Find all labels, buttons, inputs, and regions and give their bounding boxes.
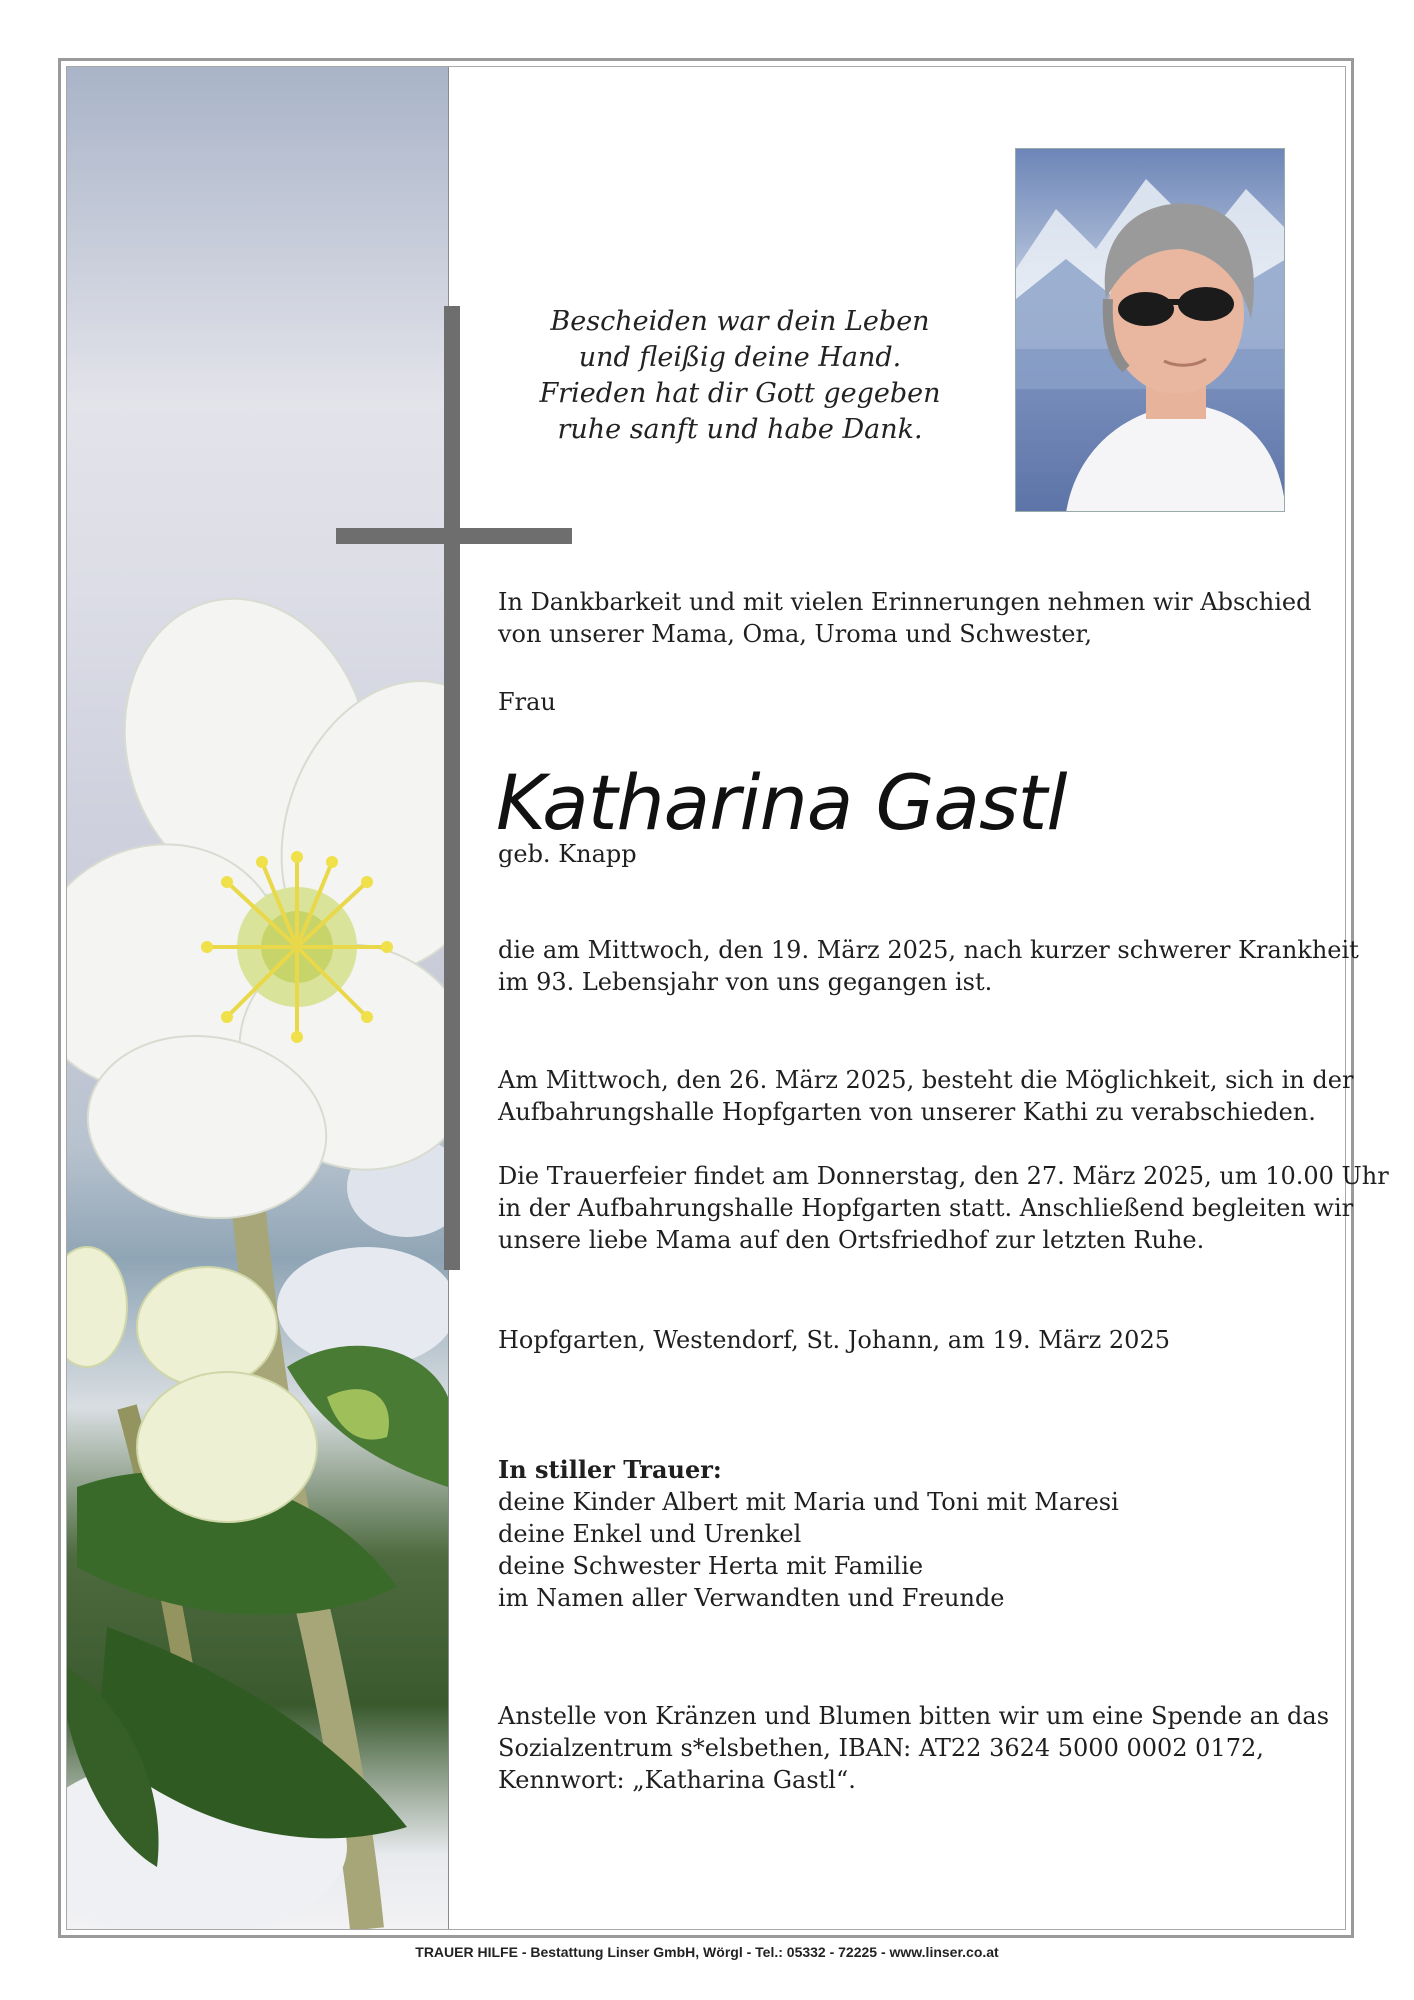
poem xyxy=(500,304,980,448)
poem-line: Frieden hat dir Gott gegeben xyxy=(539,378,941,409)
mourners-line: im Namen aller Verwandten und Freunde xyxy=(498,1584,1005,1612)
donation-line: Sozialzentrum s*elsbethen, IBAN: AT22 3624 5000 0002 0172, xyxy=(498,1734,1264,1762)
christmas-rose-image xyxy=(67,67,448,1929)
poem-line: Bescheiden war dein Leben xyxy=(550,306,930,337)
mourners-line: deine Enkel und Urenkel xyxy=(498,1520,802,1548)
funeral-line: unsere liebe Mama auf den Ortsfriedhof zur letzten Ruhe. xyxy=(498,1226,1205,1254)
footer: TRAUER HILFE - Bestattung Linser GmbH, Wörgl - Tel.: 05332 - 72225 - www.linser.co.at xyxy=(415,1944,999,1960)
intro-line: In Dankbarkeit und mit vielen Erinnerungen nehmen wir Abschied xyxy=(498,588,1312,616)
flower-illustration xyxy=(67,67,448,1929)
mourners-line: deine Kinder Albert mit Maria und Toni mit Maresi xyxy=(498,1488,1119,1516)
cross-bar xyxy=(336,528,572,544)
death-notice-line: die am Mittwoch, den 19. März 2025, nach kurzer schwerer Krankheit xyxy=(498,936,1359,964)
mourners-line: deine Schwester Herta mit Familie xyxy=(498,1552,924,1580)
donation-line: Anstelle von Kränzen und Blumen bitten wir um eine Spende an das xyxy=(498,1702,1330,1730)
birth-name: geb. Knapp xyxy=(498,840,637,868)
intro-line: von unserer Mama, Oma, Uroma und Schwester, xyxy=(498,620,1092,648)
death-notice xyxy=(498,934,1359,998)
funeral-info xyxy=(498,1160,1389,1256)
funeral-line: in der Aufbahrungshalle Hopfgarten statt. Anschließend begleiten wir xyxy=(498,1194,1354,1222)
intro-text xyxy=(498,586,1311,650)
viewing-info xyxy=(498,1064,1353,1128)
place-date: Hopfgarten, Westendorf, St. Johann, am 19. März 2025 xyxy=(498,1326,1170,1354)
mourners-heading: In stiller Trauer: xyxy=(498,1455,722,1484)
viewing-line: Am Mittwoch, den 26. März 2025, besteht die Möglichkeit, sich in der xyxy=(498,1066,1354,1094)
mourners xyxy=(498,1454,1119,1614)
deceased-name: Katharina Gastl xyxy=(496,758,1067,847)
funeral-line: Die Trauerfeier findet am Donnerstag, den 27. März 2025, um 10.00 Uhr xyxy=(498,1162,1389,1190)
viewing-line: Aufbahrungshalle Hopfgarten von unserer Kathi zu verabschieden. xyxy=(498,1098,1316,1126)
donation-line: Kennwort: „Katharina Gastl“. xyxy=(498,1766,856,1794)
death-notice-line: im 93. Lebensjahr von uns gegangen ist. xyxy=(498,968,993,996)
portrait-illustration xyxy=(1016,149,1285,512)
poem-line: und fleißig deine Hand. xyxy=(578,342,902,373)
poem-line: ruhe sanft und habe Dank. xyxy=(557,414,923,445)
cross-icon xyxy=(444,306,460,1270)
salutation: Frau xyxy=(498,688,556,716)
portrait-photo xyxy=(1015,148,1285,512)
donation-request xyxy=(498,1700,1329,1796)
